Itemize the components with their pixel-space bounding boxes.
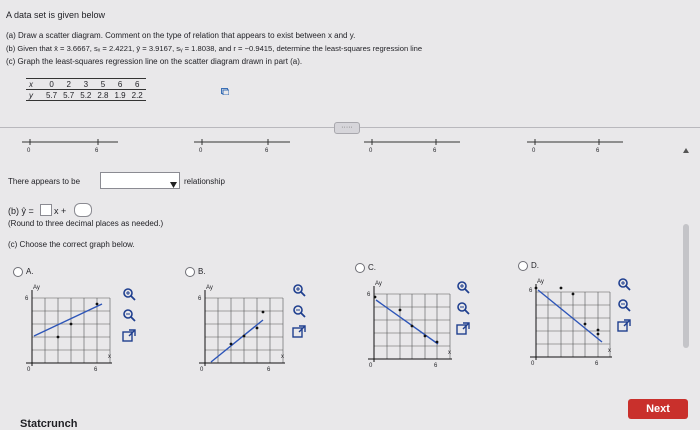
- expand-icon[interactable]: [617, 319, 631, 333]
- slope-input[interactable]: [40, 204, 52, 216]
- option-c-graph: [362, 278, 462, 374]
- part-a-text: (a) Draw a scatter diagram. Comment on the type of relation that appears to exist between x and y.: [6, 31, 356, 40]
- zoom-out-icon[interactable]: [456, 301, 470, 315]
- nl-six-label: 6: [95, 148, 99, 154]
- zoom-in-icon[interactable]: [292, 283, 306, 297]
- table-cell: 5.7: [63, 90, 75, 100]
- x-axis-label: x: [448, 350, 451, 356]
- x-tick-label: 6: [94, 367, 98, 373]
- nl-zero-label: 0: [199, 148, 203, 154]
- table-cell: 5.7: [46, 90, 58, 100]
- option-c-label: C.: [368, 263, 376, 272]
- table-cell: 5.2: [80, 90, 92, 100]
- expand-icon[interactable]: [456, 322, 470, 336]
- table-cell: 3: [83, 79, 89, 89]
- y-axis-label: Ay: [537, 279, 544, 285]
- regression-x-part: x +: [54, 206, 67, 216]
- nl-zero-label: 0: [532, 148, 536, 154]
- x-tick-label: 6: [434, 363, 438, 369]
- copy-table-icon[interactable]: [221, 82, 229, 89]
- origin-label: 0: [200, 367, 204, 373]
- y-tick-label: 6: [25, 296, 29, 302]
- graph-prompt: (c) Choose the correct graph below.: [8, 240, 135, 249]
- statcrunch-link[interactable]: Statcrunch: [20, 418, 78, 430]
- next-button[interactable]: Next: [628, 399, 688, 419]
- dropdown-arrow-icon: [170, 176, 177, 184]
- table-y-label: y: [29, 90, 33, 100]
- zoom-in-icon[interactable]: [617, 277, 631, 291]
- option-b-label: B.: [198, 267, 206, 276]
- nl-six-label: 6: [265, 148, 269, 154]
- y-axis-label: Ay: [206, 285, 213, 291]
- x-axis-label: x: [108, 354, 111, 360]
- y-tick-label: 6: [367, 292, 371, 298]
- y-axis-label: Ay: [375, 281, 382, 287]
- table-cell: 1.9: [114, 90, 126, 100]
- expand-icon[interactable]: [122, 329, 136, 343]
- option-a-label: A.: [26, 267, 34, 276]
- table-cell: 2.2: [131, 90, 143, 100]
- collapse-toggle-button[interactable]: ·····: [334, 122, 360, 134]
- option-a-radio[interactable]: [13, 267, 23, 277]
- part-c-text: (c) Graph the least-squares regression line on the scatter diagram drawn in part (a).: [6, 57, 303, 66]
- nl-zero-label: 0: [369, 148, 373, 154]
- option-d-radio[interactable]: [518, 261, 528, 271]
- option-b-radio[interactable]: [185, 267, 195, 277]
- option-d-label: D.: [531, 261, 539, 270]
- nl-six-label: 6: [596, 148, 600, 154]
- y-tick-label: 6: [529, 288, 533, 294]
- table-cell: 2: [66, 79, 71, 89]
- relation-prefix: There appears to be: [8, 177, 81, 186]
- table-cell: 5: [100, 79, 106, 89]
- table-cell: 6: [134, 79, 140, 89]
- scroll-up-icon[interactable]: [683, 142, 689, 150]
- table-cell: 6: [117, 79, 123, 89]
- relation-suffix: relationship: [184, 177, 225, 186]
- origin-label: 0: [531, 361, 535, 367]
- scrollbar-thumb[interactable]: [683, 224, 689, 348]
- option-c-radio[interactable]: [355, 263, 365, 273]
- expand-icon[interactable]: [292, 325, 306, 339]
- origin-label: 0: [27, 367, 31, 373]
- data-table: [26, 78, 146, 101]
- number-line-3: [362, 137, 462, 157]
- table-cell: 2.8: [97, 90, 109, 100]
- number-line-2: [192, 137, 292, 157]
- table-x-label: x: [29, 79, 33, 89]
- relation-dropdown[interactable]: [100, 172, 180, 189]
- x-axis-label: x: [281, 354, 284, 360]
- regression-label: (b) ŷ =: [8, 206, 34, 216]
- origin-label: 0: [369, 363, 373, 369]
- zoom-in-icon[interactable]: [122, 287, 136, 301]
- nl-six-label: 6: [433, 148, 437, 154]
- zoom-out-icon[interactable]: [292, 304, 306, 318]
- part-b-text: (b) Given that x̄ = 3.6667, sₓ = 2.4221, ȳ = 3.9167, sᵧ = 1.8038, and r = −0.9415, determine the least-squares regression line: [6, 44, 423, 53]
- zoom-out-icon[interactable]: [617, 298, 631, 312]
- intercept-input[interactable]: [74, 203, 92, 217]
- option-b-graph: [193, 282, 293, 378]
- number-line-4: [525, 137, 625, 157]
- option-d-graph: [524, 276, 624, 372]
- x-axis-label: x: [608, 348, 611, 354]
- nl-zero-label: 0: [27, 148, 31, 154]
- y-tick-label: 6: [198, 296, 202, 302]
- zoom-in-icon[interactable]: [456, 280, 470, 294]
- rounding-note: (Round to three decimal places as needed.): [8, 219, 164, 228]
- zoom-out-icon[interactable]: [122, 308, 136, 322]
- x-tick-label: 6: [267, 367, 271, 373]
- x-tick-label: 6: [595, 361, 599, 367]
- problem-intro: A data set is given below: [6, 10, 106, 20]
- y-axis-label: Ay: [33, 285, 40, 291]
- table-cell: 0: [49, 79, 54, 89]
- number-line-1: [20, 137, 120, 157]
- option-a-graph: [20, 282, 120, 378]
